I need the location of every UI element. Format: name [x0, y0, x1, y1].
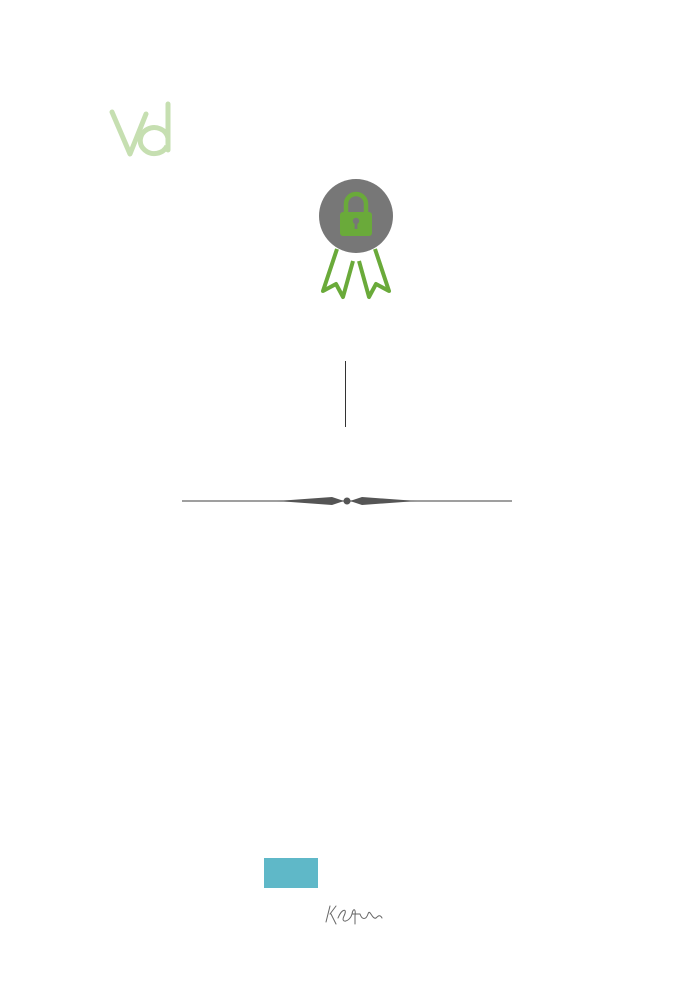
ornamental-divider	[182, 494, 512, 508]
karin-steffens-logo	[264, 858, 318, 888]
text-cursor	[345, 361, 346, 427]
award-ribbon-icon	[303, 163, 409, 305]
signature	[322, 900, 386, 930]
vivere-domi-logo	[28, 100, 228, 185]
vd-monogram-icon	[106, 100, 178, 162]
